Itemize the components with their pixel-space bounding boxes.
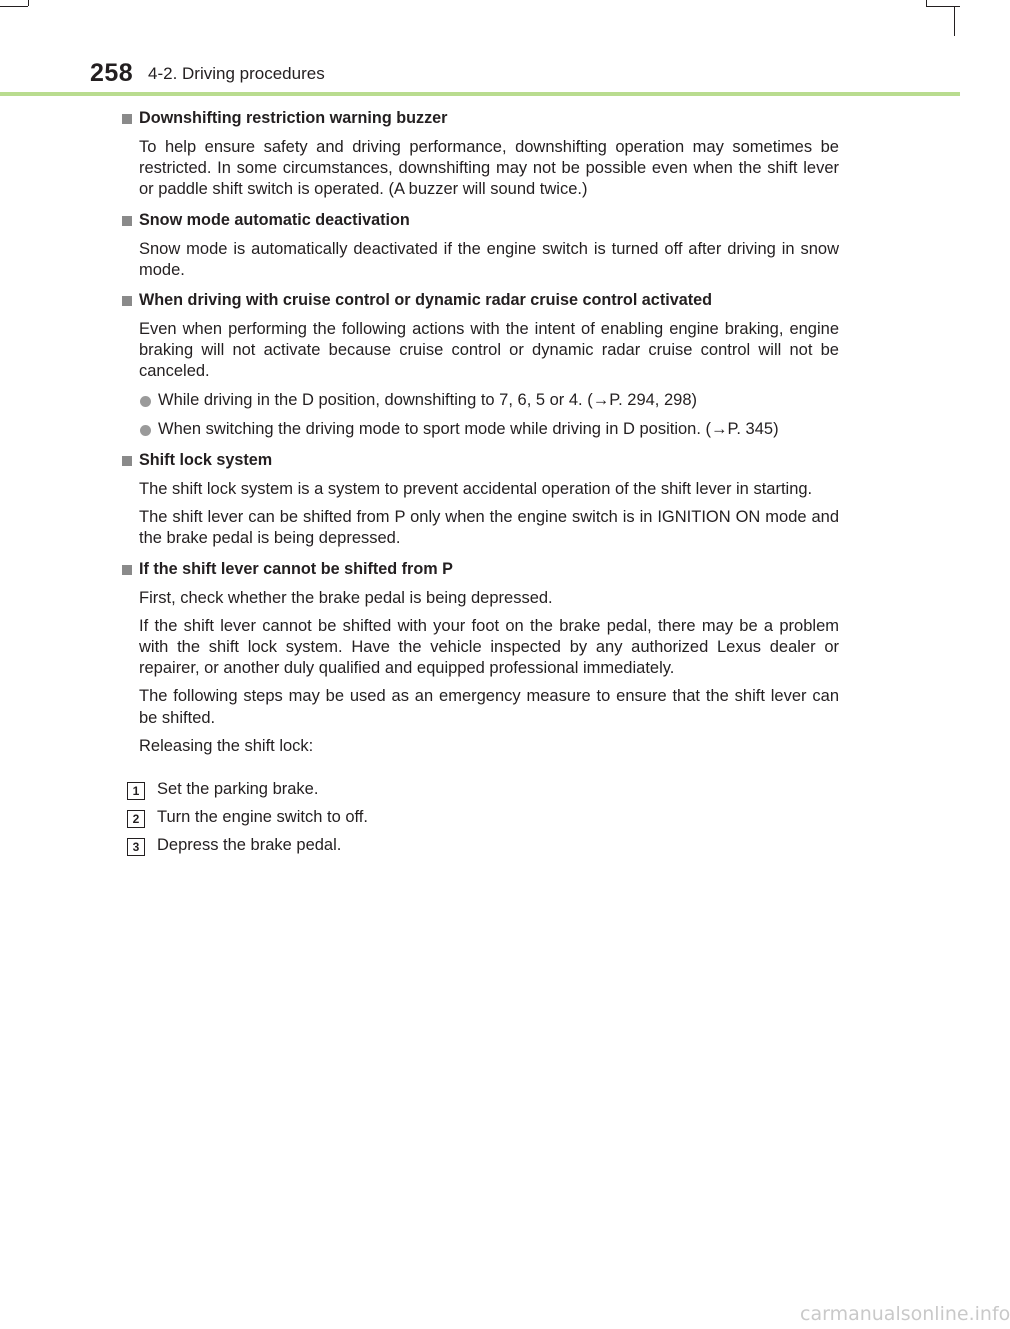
bullet-item — [139, 390, 839, 411]
paragraph: The following steps may be used as an emergency measure to ensure that the shift lever can be shifted. — [139, 687, 839, 727]
section-title: 4-2. Driving procedures — [148, 64, 325, 83]
square-bullet-icon — [122, 296, 132, 306]
paragraph: The shift lock system is a system to prevent accidental operation of the shift lever in starting. — [139, 480, 813, 499]
square-bullet-icon — [122, 114, 132, 124]
crop-mark-top-left-vertical — [28, 0, 29, 6]
step-item — [127, 835, 839, 863]
section-heading-shift-lock — [121, 448, 839, 472]
section-heading-text: When driving with cruise control or dynamic radar cruise control activated — [139, 291, 712, 310]
step-item — [127, 779, 839, 807]
section-heading-snow-mode — [121, 208, 839, 232]
step-number: 3 — [127, 838, 145, 856]
paragraph: Even when performing the following actions with the intent of enabling engine braking, engine braking will not activate because cruise control or dynamic radar cruise control will not be canceled. — [139, 320, 839, 381]
section-heading-text: Shift lock system — [139, 451, 273, 470]
paragraph: If the shift lever cannot be shifted with your foot on the brake pedal, there may be a problem with the shift lock system. Have the vehicle inspected by any authorized Lexus dealer or repairer, or another duly qualified and equipped professional immediately. — [139, 616, 839, 678]
header-rule — [0, 92, 960, 96]
square-bullet-icon — [122, 456, 132, 466]
step-list — [121, 779, 839, 863]
bullet-item — [139, 419, 839, 440]
paragraph: The shift lever can be shifted from P only when the engine switch is in IGNITION ON mode and the brake pedal is being depressed. — [139, 508, 839, 548]
section-heading-text: Snow mode automatic deactivation — [139, 210, 410, 229]
step-number: 2 — [127, 810, 145, 828]
section-heading-text: If the shift lever cannot be shifted from P — [139, 559, 453, 578]
section-heading-downshift-buzzer — [121, 106, 839, 130]
page-content — [121, 106, 839, 863]
paragraph: To help ensure safety and driving performance, downshifting operation may sometimes be restricted. In some circumstances, downshifting may not be possible even when the shift lever or paddle shift switch is operated. (A buzzer will sound twice.) — [139, 138, 839, 199]
round-bullet-icon — [140, 396, 151, 407]
step-item — [127, 807, 839, 835]
crop-mark-top-left-horizontal — [0, 6, 28, 7]
section-heading-cannot-shift — [121, 557, 839, 581]
round-bullet-icon — [140, 425, 151, 436]
paragraph: Snow mode is automatically deactivated if the engine switch is turned off after driving in snow mode. — [139, 239, 839, 279]
bullet-text: When switching the driving mode to sport mode while driving in D position. (→P. 345) — [158, 419, 779, 438]
step-text: Depress the brake pedal. — [157, 836, 342, 855]
section-heading-cruise-control — [121, 288, 839, 312]
section-heading-text: Downshifting restriction warning buzzer — [139, 109, 448, 127]
step-number: 1 — [127, 782, 145, 800]
page-number: 258 — [90, 59, 134, 87]
step-text: Set the parking brake. — [157, 780, 319, 799]
crop-mark-right-vertical — [954, 6, 955, 36]
square-bullet-icon — [122, 216, 132, 226]
square-bullet-icon — [122, 565, 132, 575]
page-header — [90, 56, 960, 90]
paragraph: Releasing the shift lock: — [139, 736, 314, 755]
watermark: carmanualsonline.info — [800, 1303, 1010, 1325]
step-text: Turn the engine switch to off. — [157, 808, 368, 827]
paragraph: First, check whether the brake pedal is being depressed. — [139, 588, 553, 607]
bullet-text: While driving in the D position, downshifting to 7, 6, 5 or 4. (→P. 294, 298) — [158, 390, 697, 409]
